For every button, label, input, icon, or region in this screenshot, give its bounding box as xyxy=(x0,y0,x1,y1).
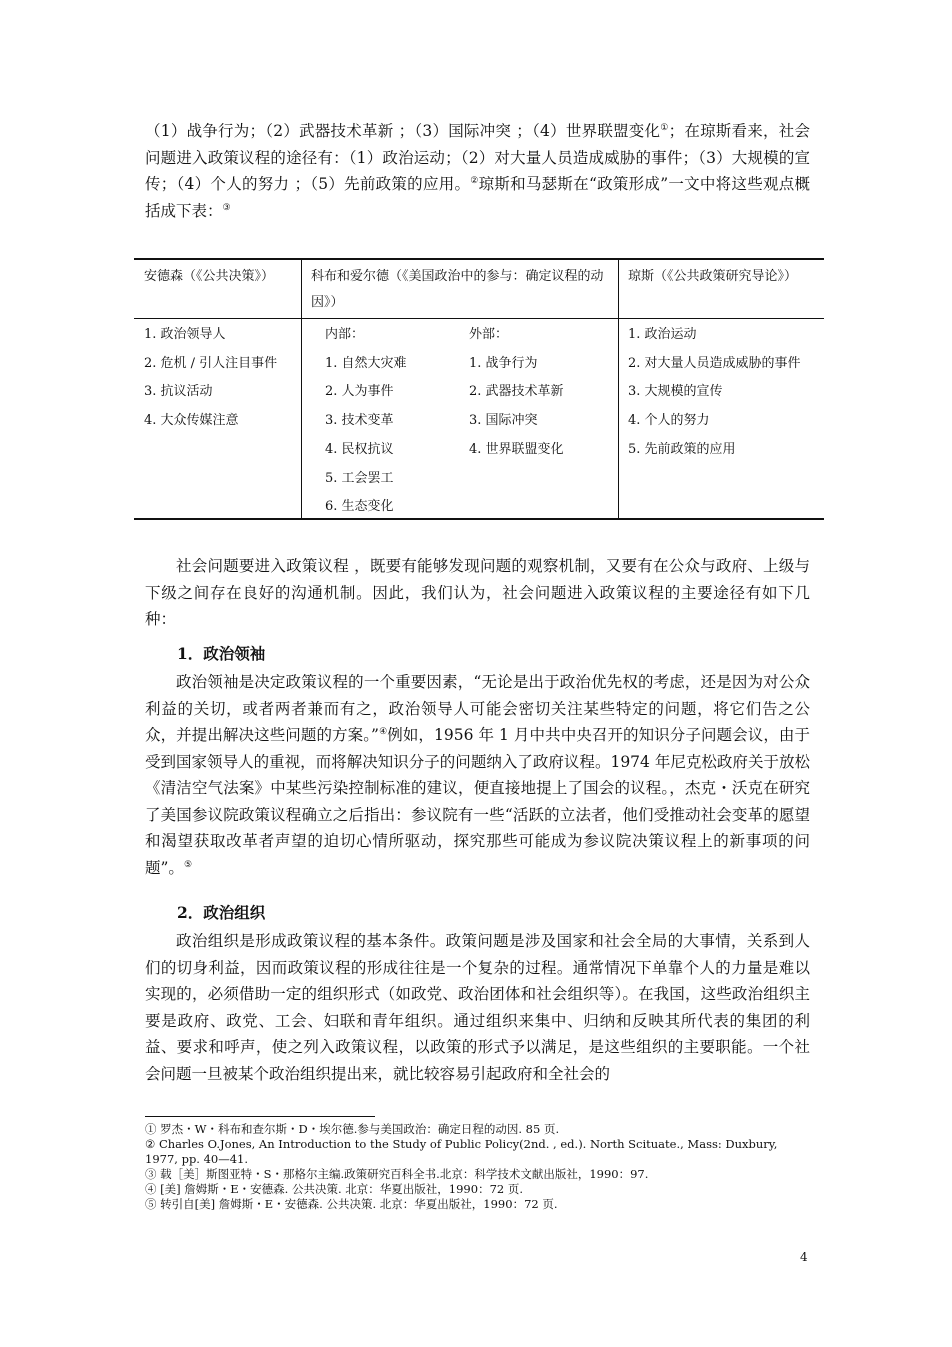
list-item: 1. 政治领导人 xyxy=(144,327,226,342)
list-item: 6. 生态变化 xyxy=(325,499,394,515)
list-item: 3. 国际冲突 xyxy=(469,413,538,429)
list-item: 4. 民权抗议 xyxy=(325,441,394,457)
list-item: 5. 工会罢工 xyxy=(325,470,394,486)
list-item: 4. 个人的努力 xyxy=(628,413,710,429)
table-header-jones: 琼斯（《公共政策研究导论》） xyxy=(628,269,798,284)
footnote-ref-5[interactable]: ⑤ xyxy=(183,859,193,870)
jones-column xyxy=(628,321,801,465)
footnote: 1977, pp. 40—41. xyxy=(145,1152,249,1166)
list-item: 2. 武器技术革新 xyxy=(469,384,564,400)
table-header-cobb-elder: 科布和爱尔德（《美国政治中的参与：确定议程的动因》） xyxy=(311,269,604,310)
anderson-column xyxy=(144,321,277,436)
list-item: 3. 抗议活动 xyxy=(144,384,213,400)
intro-text-c: 琼斯和马瑟斯在“政策形成”一文中将这些观点概括成下表： xyxy=(145,175,810,220)
comparison-table xyxy=(134,258,824,520)
page-number: 4 xyxy=(800,1250,808,1264)
footnote: ② Charles O.Jones, An Introduction to the Study of Public Policy(2nd. , ed.). North Scituate., Mass: Duxbury, xyxy=(145,1137,778,1151)
table-header-rule xyxy=(134,318,824,319)
list-item: 3. 技术变革 xyxy=(325,413,394,429)
external-label: 外部： xyxy=(469,327,509,342)
list-item: 1. 战争行为 xyxy=(469,355,538,371)
section-heading-political-organizations: 2．政治组织 xyxy=(177,903,266,922)
table-divider xyxy=(618,258,619,520)
p2-text-b: 例如，1956 年 1 月中共中央召开的知识分子问题会议，由于受到国家领导人的重视，而将解决知识分子的问题纳入了政府议程。1974 年尼克松政府关于放松《清洁空气法案》中某些污染控制标准的建议，便直接地提上了国会的议程。，杰克・沃克在研究了美国参议院政策议程确立之后指出：参议院有一些“活跃的立法者，他们受推动社会变革的愿望和渴望获取改革者声望的迫切心情所驱动，探究那些可能成为参议院决策议程上的新事项的问题”。 xyxy=(145,726,810,877)
intro-text-b: ；在琼斯看来，社会问题进入政策议程的途径有：（1）政治运动；（2）对大量人员造成威胁的事件；（3）大规模的宣传；（4）个人的努力 ；（5）先前政策的应用。 xyxy=(145,122,810,193)
table-divider xyxy=(301,258,302,520)
external-column xyxy=(469,321,564,465)
p2-text-a: 政治领袖是决定政策议程的一个重要因素，“无论是出于政治优先权的考虑，还是因为对公众利益的关切，或者两者兼而有之，政治领导人可能会密切关注某些特定的问题，将它们告之公众，并提出解决这些问题的方案。” xyxy=(145,673,810,744)
list-item: 4. 大众传媒注意 xyxy=(144,413,239,429)
footnotes xyxy=(145,1122,810,1212)
list-item: 1. 政治运动 xyxy=(628,327,697,342)
footnote-ref-2[interactable]: ② xyxy=(470,175,479,186)
footnote: ③ 载［美］斯图亚特・S・那格尔主编.政策研究百科全书.北京：科学技术文献出版社，1990：97. xyxy=(145,1167,649,1181)
footnote-ref-1[interactable]: ① xyxy=(660,122,669,133)
section-heading-political-leaders: 1．政治领袖 xyxy=(177,644,266,663)
list-item: 3. 大规模的宣传 xyxy=(628,384,723,400)
footnote-ref-4[interactable]: ④ xyxy=(378,726,388,737)
table-top-rule xyxy=(134,258,824,260)
list-item: 2. 对大量人员造成威胁的事件 xyxy=(628,355,801,371)
table-header-anderson: 安德森（《公共决策》） xyxy=(144,269,275,284)
footnote: ⑤ 转引自[美] 詹姆斯・E・安德森. 公共决策. 北京：华夏出版社，1990：72 页. xyxy=(145,1197,558,1211)
body-paragraph-2 xyxy=(145,669,810,881)
body-paragraph-3: 政治组织是形成政策议程的基本条件。政策问题是涉及国家和社会全局的大事情，关系到人们的切身利益，因而政策议程的形成往往是一个复杂的过程。通常情况下单靠个人的力量是难以实现的，必须借助一定的组织形式（如政党、政治团体和社会组织等）。在我国，这些政治组织主要是政府、政党、工会、妇联和青年组织。通过组织来集中、归纳和反映其所代表的集团的利益、要求和呼声，使之列入政策议程，以政策的形式予以满足，是这些组织的主要职能。一个社会问题一旦被某个政治组织提出来，就比较容易引起政府和全社会的 xyxy=(145,932,810,1083)
footnote: ① 罗杰・W・科布和查尔斯・D・埃尔德.参与美国政治：确定日程的动因. 85 页. xyxy=(145,1122,560,1136)
footnote-ref-3[interactable]: ③ xyxy=(222,202,231,213)
intro-text-a: （1）战争行为；（2）武器技术革新 ；（3）国际冲突 ；（4）世界联盟变化 xyxy=(145,122,661,140)
footnote-separator xyxy=(145,1116,375,1117)
list-item: 2. 危机 / 引人注目事件 xyxy=(144,355,278,371)
list-item: 1. 自然大灾难 xyxy=(325,355,407,371)
list-item: 2. 人为事件 xyxy=(325,384,394,400)
footnote: ④ [美] 詹姆斯・E・安德森. 公共决策. 北京：华夏出版社，1990：72 页. xyxy=(145,1182,524,1196)
internal-label: 内部： xyxy=(325,327,365,342)
table-bottom-rule xyxy=(134,518,824,520)
body-paragraph-1: 社会问题要进入政策议程 ，既要有能够发现问题的观察机制，又要有在公众与政府、上级与下级之间存在良好的沟通机制。因此，我们认为，社会问题进入政策议程的主要途径有如下几种： xyxy=(145,557,810,628)
list-item: 5. 先前政策的应用 xyxy=(628,441,736,457)
internal-column xyxy=(325,321,407,522)
intro-paragraph xyxy=(145,118,810,224)
list-item: 4. 世界联盟变化 xyxy=(469,441,564,457)
